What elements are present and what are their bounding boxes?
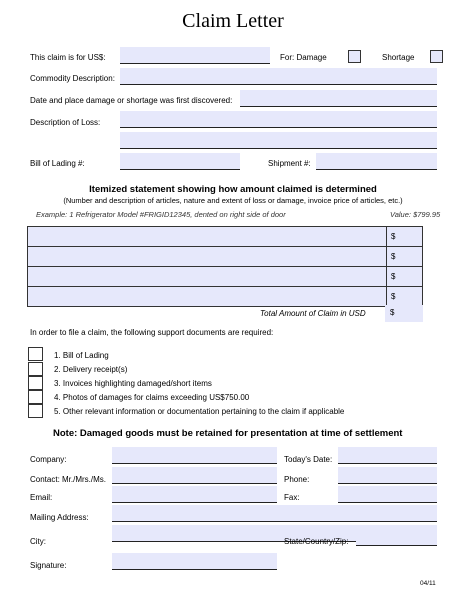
shortage-label: Shortage [382,53,415,62]
item-description-cell[interactable] [28,247,387,267]
example-text: Example: 1 Refrigerator Model #FRIGID12345, dented on right side of door [36,210,286,219]
email-field[interactable] [112,486,277,503]
todays-date-label: Today's Date: [284,455,333,464]
item-value-cell[interactable]: $ [387,227,423,247]
fax-field[interactable] [338,486,437,503]
total-field[interactable] [385,305,423,322]
bill-of-lading-field[interactable] [120,153,240,170]
date-place-label: Date and place damage or shortage was first discovered: [30,96,233,105]
table-row [28,227,423,247]
contact-field[interactable] [112,467,277,484]
item-value-cell[interactable]: $ [387,247,423,267]
commodity-field[interactable] [120,68,437,85]
email-label: Email: [30,493,53,502]
shortage-checkbox[interactable] [430,50,443,63]
item-description-cell[interactable] [28,227,387,247]
claim-amount-label: This claim is for US$: [30,53,106,62]
contact-label: Contact: Mr./Mrs./Ms. [30,475,107,484]
support-item-4: 4. Photos of damages for claims exceeding US$750.00 [54,393,250,402]
example-value: Value: $799.95 [390,210,441,219]
support-checkbox-5[interactable] [28,404,43,418]
company-field[interactable] [112,447,277,464]
phone-label: Phone: [284,475,310,484]
for-damage-label: For: Damage [280,53,327,62]
phone-field[interactable] [338,467,437,484]
company-label: Company: [30,455,67,464]
support-checkbox-1[interactable] [28,347,43,361]
support-item-2: 2. Delivery receipt(s) [54,365,128,374]
signature-label: Signature: [30,561,67,570]
shipment-field[interactable] [316,153,437,170]
table-row [28,247,423,267]
claim-amount-field[interactable] [120,47,270,64]
fax-label: Fax: [284,493,300,502]
itemized-table [27,226,423,307]
support-checkbox-2[interactable] [28,362,43,376]
description-field-2[interactable] [120,132,437,149]
table-row [28,287,423,307]
support-item-5: 5. Other relevant information or documentation pertaining to the claim if applicable [54,407,345,416]
state-country-zip-field[interactable] [356,529,437,546]
support-checkbox-4[interactable] [28,390,43,404]
form-title: Claim Letter [182,10,284,32]
item-description-cell[interactable] [28,267,387,287]
item-description-cell[interactable] [28,287,387,307]
form-code: 04/11 [420,580,436,587]
support-item-3: 3. Invoices highlighting damaged/short items [54,379,212,388]
item-value-cell[interactable]: $ [387,287,423,307]
mailing-address-label: Mailing Address: [30,513,89,522]
note-text: Note: Damaged goods must be retained for presentation at time of settlement [53,428,403,439]
total-currency: $ [390,308,395,317]
itemized-heading: Itemized statement showing how amount claimed is determined [89,184,377,195]
itemized-subheading: (Number and description of articles, nature and extent of loss or damage, invoice price of articles, etc.) [63,196,403,205]
support-intro: In order to file a claim, the following support documents are required: [30,328,274,337]
city-label: City: [30,537,46,546]
support-checkbox-3[interactable] [28,376,43,390]
description-field-1[interactable] [120,111,437,128]
date-place-field[interactable] [240,90,437,107]
bill-of-lading-label: Bill of Lading #: [30,159,85,168]
damage-checkbox[interactable] [348,50,361,63]
state-country-zip-label: State/Country/Zip: [284,537,349,546]
item-value-cell[interactable]: $ [387,267,423,287]
mailing-address-field[interactable] [112,505,437,522]
support-item-1: 1. Bill of Lading [54,351,109,360]
signature-field[interactable] [112,553,277,570]
shipment-label: Shipment #: [268,159,311,168]
description-label: Description of Loss: [30,118,101,127]
commodity-label: Commodity Description: [30,74,115,83]
total-label: Total Amount of Claim in USD [260,309,366,318]
todays-date-field[interactable] [338,447,437,464]
table-row [28,267,423,287]
